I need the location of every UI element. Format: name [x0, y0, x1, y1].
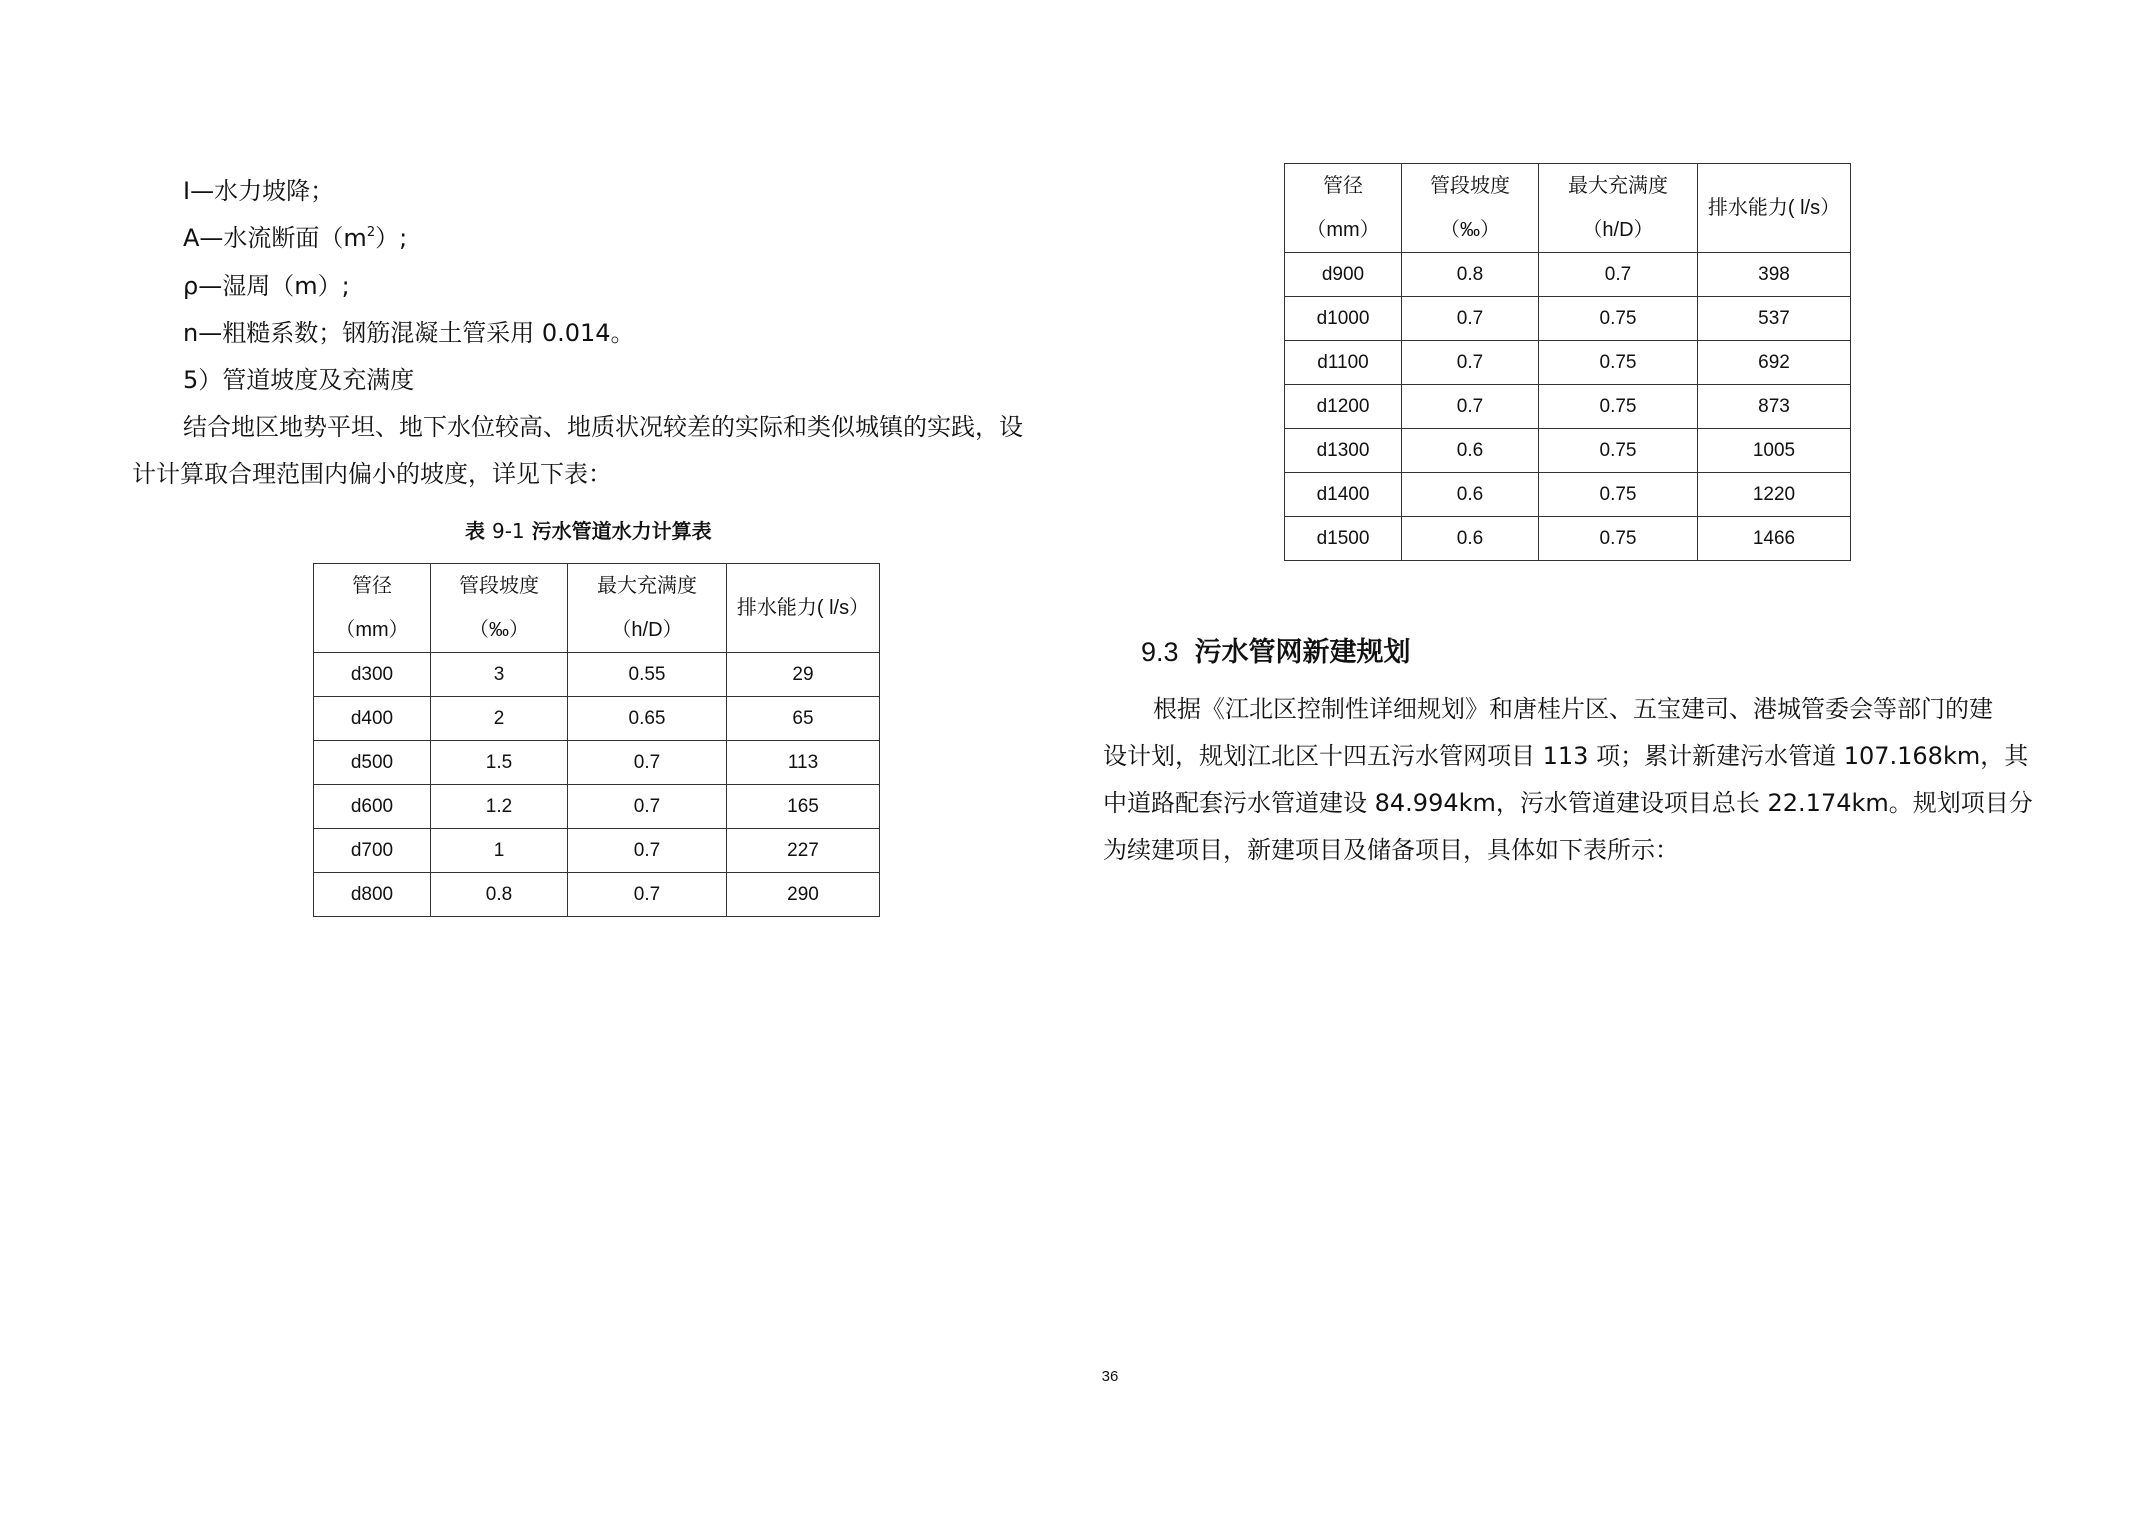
table-row [314, 741, 880, 785]
cell-capacity: 1466 [1698, 517, 1851, 561]
definition-symbol: ρ [183, 272, 199, 300]
paragraph-line: 设计划，规划江北区十四五污水管网项目 113 项；累计新建污水管道 107.168km，其 [1103, 742, 2029, 770]
cell-diameter: d1000 [1285, 297, 1402, 341]
cell-capacity: 692 [1698, 341, 1851, 385]
header-line: （‰） [469, 619, 529, 641]
cell-slope: 0.7 [1402, 341, 1539, 385]
header-diameter [314, 564, 431, 653]
table-row [1285, 429, 1851, 473]
header-line: 管段坡度 [1430, 175, 1510, 197]
cell-capacity: 165 [727, 785, 880, 829]
cell-fill: 0.7 [568, 741, 727, 785]
definition-text: —水流断面（m [199, 224, 367, 252]
page-number: 36 [1101, 1368, 1119, 1385]
table-caption [465, 515, 712, 544]
cell-capacity: 290 [727, 873, 880, 917]
cell-diameter: d700 [314, 829, 431, 873]
header-line: （h/D） [611, 619, 683, 641]
definition-line [183, 223, 407, 253]
header-line: 最大充满度 [1568, 175, 1668, 197]
cell-fill: 0.55 [568, 653, 727, 697]
header-line: （‰） [1440, 219, 1500, 241]
table-row [1285, 341, 1851, 385]
header-fill [568, 564, 727, 653]
paragraph-line: 计计算取合理范围内偏小的坡度，详见下表： [132, 460, 612, 488]
header-line: （mm） [335, 619, 409, 641]
caption-number: 9-1 [491, 519, 525, 543]
cell-fill: 0.65 [568, 697, 727, 741]
definition-text: —水力坡降； [190, 177, 335, 205]
table-row [314, 697, 880, 741]
table-row [1285, 253, 1851, 297]
cell-fill: 0.7 [568, 873, 727, 917]
definition-symbol: A [183, 224, 200, 252]
table-row [1285, 473, 1851, 517]
header-capacity: 排水能力( l/s） [1698, 164, 1851, 253]
section-number: 9.3 [1141, 637, 1179, 667]
section-title: 污水管网新建规划 [1194, 637, 1411, 668]
table-row [314, 653, 880, 697]
cell-slope: 0.7 [1402, 297, 1539, 341]
cell-diameter: d1300 [1285, 429, 1402, 473]
definition-text: —湿周（m）; [198, 272, 350, 300]
hydraulic-table-right [1284, 163, 1851, 561]
cell-slope: 0.6 [1402, 429, 1539, 473]
header-diameter [1285, 164, 1402, 253]
cell-diameter: d900 [1285, 253, 1402, 297]
header-line: 管径 [1323, 175, 1363, 197]
cell-diameter: d400 [314, 697, 431, 741]
cell-diameter: d500 [314, 741, 431, 785]
table-header-row [314, 564, 880, 653]
cell-diameter: d800 [314, 873, 431, 917]
header-line: 管径 [352, 575, 392, 597]
cell-fill: 0.75 [1539, 429, 1698, 473]
table-row [1285, 385, 1851, 429]
definition-text: ）; [375, 224, 408, 252]
paragraph-line: 根据《江北区控制性详细规划》和唐桂片区、五宝建司、港城管委会等部门的建 [1153, 695, 1993, 723]
table-row [314, 873, 880, 917]
cell-capacity: 398 [1698, 253, 1851, 297]
cell-slope: 3 [431, 653, 568, 697]
table-row [1285, 517, 1851, 561]
header-capacity: 排水能力( l/s） [727, 564, 880, 653]
cell-capacity: 113 [727, 741, 880, 785]
header-line: （mm） [1306, 219, 1380, 241]
cell-slope: 0.6 [1402, 517, 1539, 561]
cell-slope: 0.7 [1402, 385, 1539, 429]
definition-symbol: n [183, 319, 199, 347]
cell-diameter: d1200 [1285, 385, 1402, 429]
header-fill [1539, 164, 1698, 253]
cell-fill: 0.7 [568, 785, 727, 829]
definition-symbol: I [183, 177, 191, 205]
cell-slope: 1 [431, 829, 568, 873]
cell-slope: 2 [431, 697, 568, 741]
cell-diameter: d1400 [1285, 473, 1402, 517]
cell-capacity: 873 [1698, 385, 1851, 429]
cell-slope: 0.8 [431, 873, 568, 917]
header-line: 最大充满度 [597, 575, 697, 597]
cell-slope: 1.2 [431, 785, 568, 829]
table-header-row [1285, 164, 1851, 253]
table-row [1285, 297, 1851, 341]
cell-capacity: 65 [727, 697, 880, 741]
section-heading [1141, 630, 1411, 669]
header-slope [1402, 164, 1539, 253]
cell-fill: 0.7 [568, 829, 727, 873]
caption-prefix: 表 [465, 519, 485, 543]
header-line: （h/D） [1582, 219, 1654, 241]
definition-line [183, 176, 334, 206]
hydraulic-table-left [313, 563, 880, 917]
header-line: 管段坡度 [459, 575, 539, 597]
caption-title: 污水管道水力计算表 [531, 519, 712, 543]
cell-slope: 1.5 [431, 741, 568, 785]
cell-fill: 0.75 [1539, 517, 1698, 561]
cell-diameter: d1500 [1285, 517, 1402, 561]
subheading: 5）管道坡度及充满度 [183, 366, 415, 394]
cell-capacity: 1005 [1698, 429, 1851, 473]
cell-capacity: 227 [727, 829, 880, 873]
paragraph-line: 为续建项目，新建项目及储备项目，具体如下表所示： [1103, 836, 1679, 864]
superscript: 2 [366, 225, 376, 240]
cell-capacity: 537 [1698, 297, 1851, 341]
cell-fill: 0.75 [1539, 341, 1698, 385]
cell-fill: 0.75 [1539, 297, 1698, 341]
cell-slope: 0.6 [1402, 473, 1539, 517]
cell-diameter: d300 [314, 653, 431, 697]
cell-capacity: 1220 [1698, 473, 1851, 517]
definition-line [183, 271, 350, 301]
table-row [314, 829, 880, 873]
cell-fill: 0.75 [1539, 385, 1698, 429]
definition-text: —粗糙系数；钢筋混凝土管采用 0.014。 [198, 319, 635, 347]
definition-line [183, 318, 635, 348]
cell-slope: 0.8 [1402, 253, 1539, 297]
paragraph-line: 中道路配套污水管道建设 84.994km，污水管道建设项目总长 22.174km。规划项目分 [1103, 789, 2033, 817]
header-slope [431, 564, 568, 653]
cell-capacity: 29 [727, 653, 880, 697]
cell-fill: 0.75 [1539, 473, 1698, 517]
cell-fill: 0.7 [1539, 253, 1698, 297]
table-row [314, 785, 880, 829]
cell-diameter: d600 [314, 785, 431, 829]
cell-diameter: d1100 [1285, 341, 1402, 385]
paragraph-line: 结合地区地势平坦、地下水位较高、地质状况较差的实际和类似城镇的实践，设 [183, 413, 1023, 441]
